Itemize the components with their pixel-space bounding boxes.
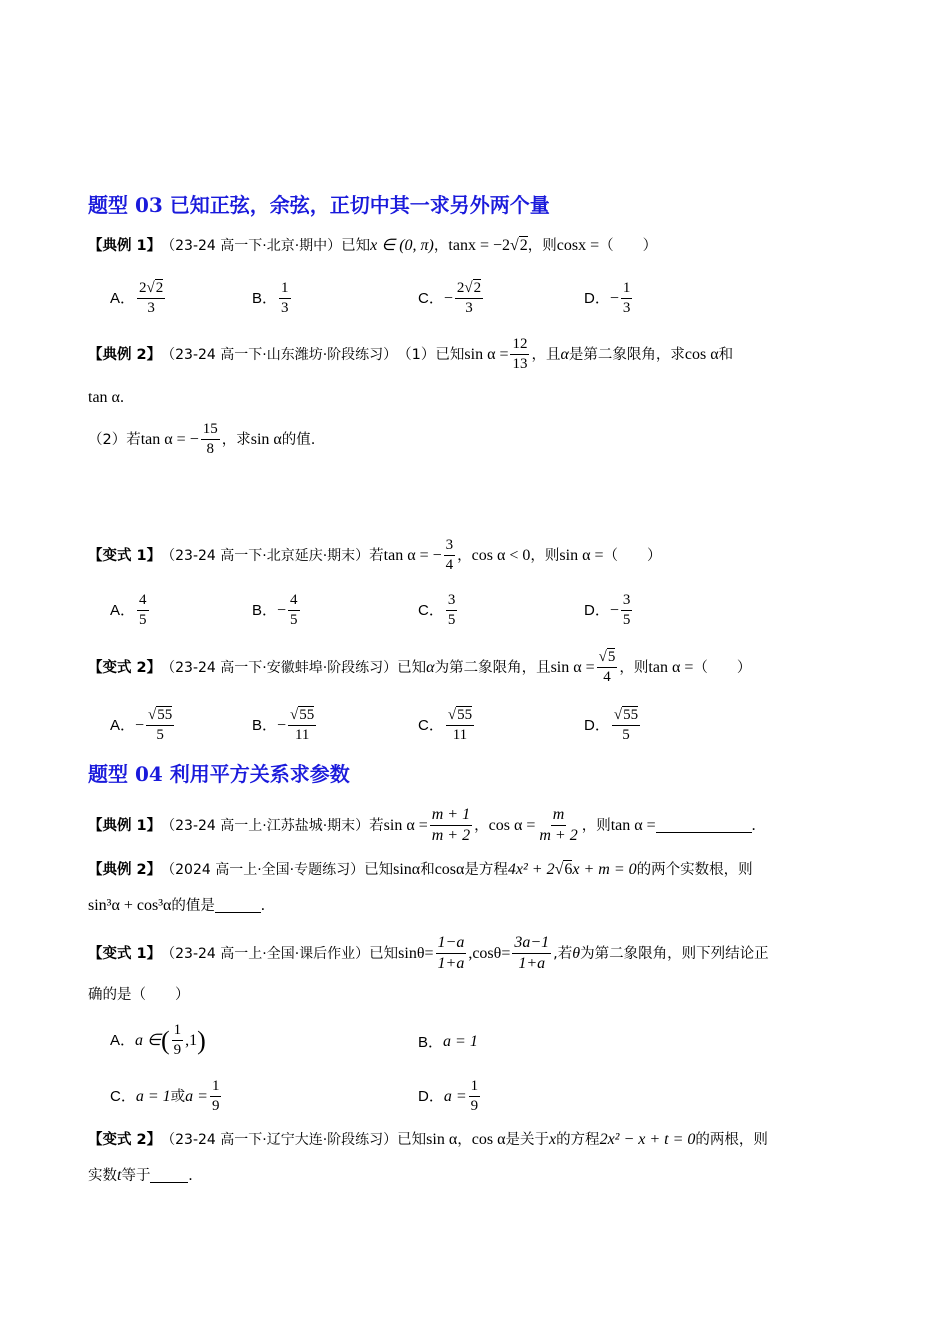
option-c[interactable]: C． $\frac{3}{5}$: [418, 592, 456, 629]
option-c[interactable]: C． − $\frac{2√2}{3}$: [418, 280, 482, 317]
answer-blank[interactable]: [150, 1169, 188, 1183]
answer-blank[interactable]: [215, 899, 261, 913]
fraction: $\frac{3}{5}$: [622, 592, 631, 629]
problem-variant-1: 【变式 1】 （23-24 高一下·北京延庆·期末） 若 tan α = − $\frac{3}{4}$ ， cos α < 0 ，则 sin α = （ ）: [88, 537, 662, 574]
fraction: $\frac{m + 1}{m + 2}$: [431, 806, 471, 845]
option-a[interactable]: A． − $\frac{√55}{5}$: [110, 707, 173, 744]
option-c[interactable]: C． a = 1 或 a = $\frac{1}{9}$: [110, 1078, 220, 1115]
fraction: $\frac{2√2}{3}$: [139, 280, 164, 317]
fraction: $\frac{1}{9}$: [470, 1078, 479, 1115]
option-b[interactable]: B． − $\frac{4}{5}$: [252, 592, 298, 629]
fraction: $\frac{√55}{5}$: [148, 707, 173, 744]
fraction: $\frac{1}{9}$: [173, 1022, 182, 1059]
fraction: $\frac{3}{5}$: [447, 592, 456, 629]
section-title-03: 题型 03 已知正弦，余弦，正切中其一求另外两个量: [88, 193, 550, 217]
section-title-04: 题型 04 利用平方关系求参数: [88, 762, 350, 786]
math-condition: tanx = −2: [448, 237, 510, 254]
fraction: $\frac{1}{3}$: [281, 280, 289, 317]
problem-variant-1b-line2: 确的是（ ）: [88, 987, 190, 1003]
problem-source: （23-24 高一下·北京·期中）: [161, 238, 342, 254]
problem-variant-2: 【变式 2】 （23-24 高一下·安徽蚌埠·阶段练习） 已知 α 为第二象限角，且 sin α = $\frac{√5}{4}$ ，则 tan α = （ ）: [88, 649, 752, 686]
fraction: $\frac{√55}{11}$: [290, 707, 315, 744]
option-b[interactable]: B． − $\frac{√55}{11}$: [252, 707, 315, 744]
problem-variant-1b: 【变式 1】 （23-24 高一上·全国·课后作业） 已知 sinθ= $\frac{1-a}{1+a}$ , cosθ= $\frac{3a-1}{1+a}$ ,若 θ 为第二象限角，则下列结论正: [88, 934, 769, 973]
fraction: $\frac{√5}{4}$: [598, 649, 616, 686]
option-b[interactable]: B． a = 1: [418, 1033, 478, 1051]
answer-blank[interactable]: [656, 819, 752, 833]
option-c[interactable]: C． $\frac{√55}{11}$: [418, 707, 473, 744]
fraction: $\frac{√55}{11}$: [447, 707, 473, 744]
fraction: $\frac{m}{m + 2}$: [539, 806, 578, 845]
option-b[interactable]: B． $\frac{1}{3}$: [252, 280, 289, 317]
option-a[interactable]: A． $\frac{2√2}{3}$: [110, 280, 164, 317]
fraction: $\frac{1-a}{1+a}$: [437, 934, 465, 973]
problem-example-2-line2: tan α .: [88, 389, 124, 406]
fraction: $\frac{2√2}{3}$: [456, 280, 482, 317]
math-condition: x ∈ (0, π): [370, 237, 434, 254]
fraction: $\frac{12}{13}$: [512, 336, 528, 373]
fraction: $\frac{3}{4}$: [445, 537, 454, 574]
problem-example-1: 【典例 1】 （23-24 高一下·北京·期中） 已知 x ∈ (0, π) ， tanx = −2 √2 ，则 cosx = （ ）: [88, 237, 658, 254]
problem-example-2b-line2: sin³α + cos³α 的值是 .: [88, 897, 265, 914]
math-ask: cosx =: [556, 237, 600, 254]
answer-paren: （ ）: [599, 237, 658, 254]
fraction: $\frac{4}{5}$: [139, 592, 147, 629]
option-d[interactable]: D． − $\frac{3}{5}$: [584, 592, 631, 629]
fraction: $\frac{15}{8}$: [202, 421, 218, 458]
option-d[interactable]: D． a = $\frac{1}{9}$: [418, 1078, 479, 1115]
problem-example-2: 【典例 2】 （23-24 高一下·山东潍坊·阶段练习） （1）已知 sin α = $\frac{12}{13}$ ，且 α 是第二象限角，求 cos α 和: [88, 336, 734, 373]
option-a[interactable]: A． $\frac{4}{5}$: [110, 592, 147, 629]
problem-tag: 【典例 1】: [88, 237, 162, 254]
fraction: $\frac{1}{3}$: [622, 280, 631, 317]
fraction: $\frac{1}{9}$: [211, 1078, 220, 1115]
problem-example-2b: 【典例 2】 （2024 高一上·全国·专题练习） 已知 sinα 和 cosα 是方程 4x² + 2 √6 x + m = 0 的两个实数根，则: [88, 861, 753, 878]
problem-variant-2b: 【变式 2】 （23-24 高一下·辽宁大连·阶段练习） 已知 sin α ， cos α 是关于 x 的方程 2x² − x + t = 0 的两根，则: [88, 1131, 768, 1148]
sqrt: √2: [509, 237, 528, 254]
problem-example-1b: 【典例 1】 （23-24 高一上·江苏盐城·期末） 若 sin α = $\frac{m + 1}{m + 2}$ ， cos α = $\frac{m}{m + 2}$ ，则 tan α = .: [88, 806, 756, 845]
option-a[interactable]: A． a ∈ ( $\frac{1}{9}$ ,1 ): [110, 1022, 206, 1059]
fraction: $\frac{4}{5}$: [290, 592, 298, 629]
option-d[interactable]: D． $\frac{√55}{5}$: [584, 707, 639, 744]
fraction: $\frac{3a-1}{1+a}$: [514, 934, 550, 973]
problem-example-2-part2: （2）若 tan α = − $\frac{15}{8}$ ，求 sin α 的值.: [88, 421, 316, 458]
option-d[interactable]: D． − $\frac{1}{3}$: [584, 280, 631, 317]
fraction: $\frac{√55}{5}$: [613, 707, 639, 744]
problem-variant-2b-line2: 实数 t 等于 .: [88, 1167, 193, 1184]
